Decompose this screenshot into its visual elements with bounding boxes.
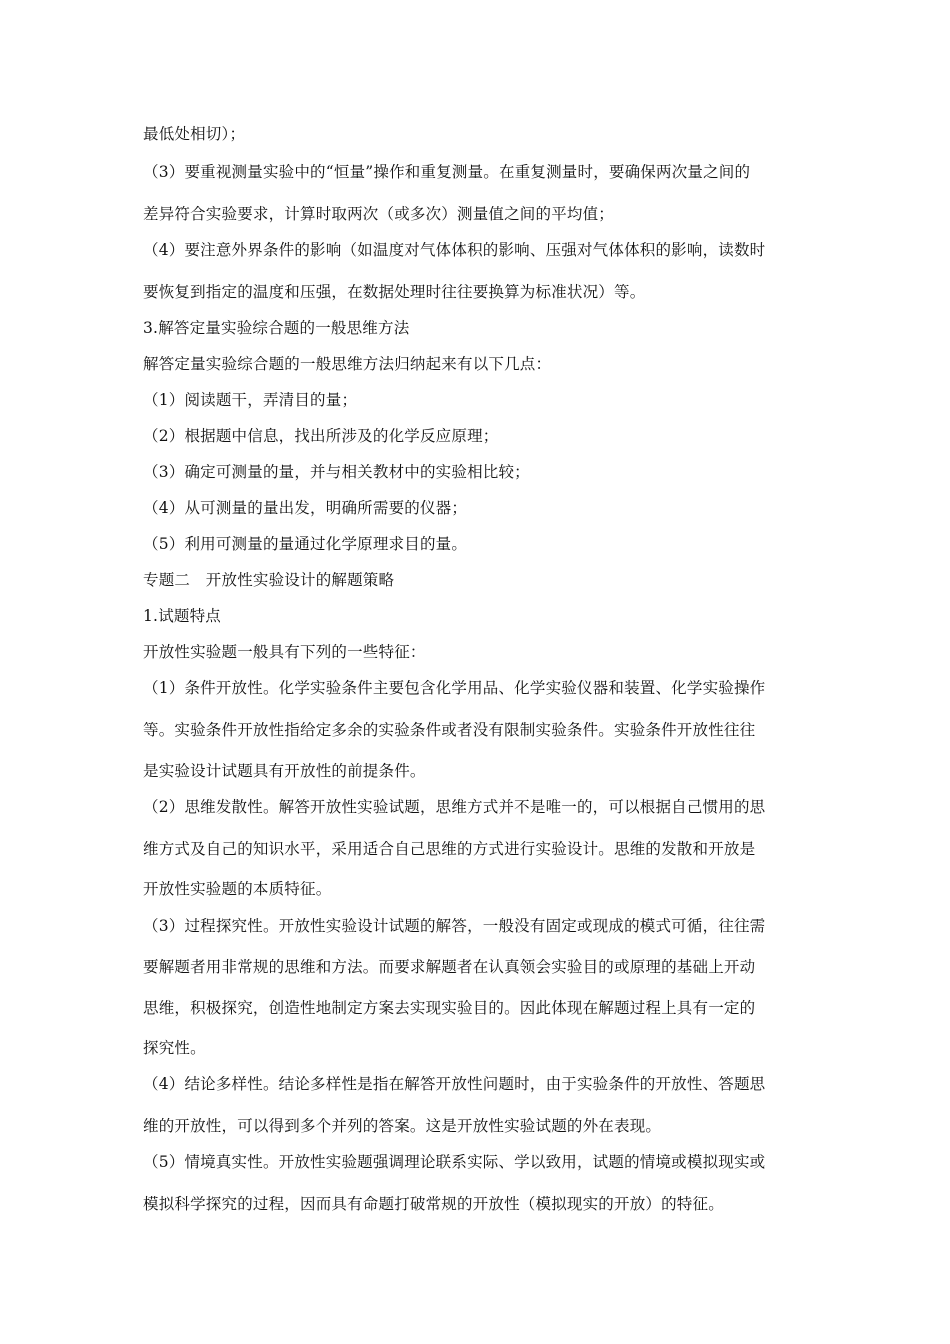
- text-line: 是实验设计试题具有开放性的前提条件。: [143, 762, 426, 780]
- text-line: （3）要重视测量实验中的“恒量”操作和重复测量。在重复测量时，要确保两次量之间的: [143, 163, 751, 181]
- section-heading: 3.解答定量实验综合题的一般思维方法: [143, 319, 410, 337]
- text-line: 要解题者用非常规的思维和方法。而要求解题者在认真领会实验目的或原理的基础上开动: [143, 958, 756, 976]
- text-line: 差异符合实验要求，计算时取两次（或多次）测量值之间的平均值；: [143, 205, 615, 223]
- list-item: （1）阅读题干，弄清目的量；: [143, 391, 358, 409]
- section-heading: 专题二 开放性实验设计的解题策略: [143, 571, 395, 589]
- text-line: （3）过程探究性。开放性实验设计试题的解答，一般没有固定或现成的模式可循，往往需: [143, 917, 766, 935]
- text-line: 维的开放性，可以得到多个并列的答案。这是开放性实验试题的外在表现。: [143, 1117, 662, 1135]
- text-line: 开放性实验题一般具有下列的一些特征：: [143, 643, 426, 661]
- text-line: 等。实验条件开放性指给定多余的实验条件或者没有限制实验条件。实验条件开放性往往: [143, 721, 756, 739]
- section-heading: 1.试题特点: [143, 607, 221, 625]
- text-line: 思维，积极探究，创造性地制定方案去实现实验目的。因此体现在解题过程上具有一定的: [143, 999, 756, 1017]
- list-item: （3）确定可测量的量，并与相关教材中的实验相比较；: [143, 463, 530, 481]
- text-line: 开放性实验题的本质特征。: [143, 880, 332, 898]
- text-line: （4）要注意外界条件的影响（如温度对气体体积的影响、压强对气体体积的影响，读数时: [143, 241, 766, 259]
- text-line: 模拟科学探究的过程，因而具有命题打破常规的开放性（模拟现实的开放）的特征。: [143, 1195, 724, 1213]
- text-line: （4）结论多样性。结论多样性是指在解答开放性问题时，由于实验条件的开放性、答题思: [143, 1075, 766, 1093]
- list-item: （4）从可测量的量出发，明确所需要的仪器；: [143, 499, 468, 517]
- list-item: （2）根据题中信息，找出所涉及的化学反应原理；: [143, 427, 499, 445]
- text-line: （5）情境真实性。开放性实验题强调理论联系实际、学以致用，试题的情境或模拟现实或: [143, 1153, 766, 1171]
- text-line: （1）条件开放性。化学实验条件主要包含化学用品、化学实验仪器和装置、化学实验操作: [143, 679, 766, 697]
- text-line: 最低处相切）；: [143, 125, 246, 143]
- text-line: （2）思维发散性。解答开放性实验试题，思维方式并不是唯一的，可以根据自己惯用的思: [143, 798, 766, 816]
- text-line: 解答定量实验综合题的一般思维方法归纳起来有以下几点：: [143, 355, 552, 373]
- text-line: 要恢复到指定的温度和压强，在数据处理时往往要换算为标准状况）等。: [143, 283, 646, 301]
- text-line: 探究性。: [143, 1039, 206, 1057]
- text-line: 维方式及自己的知识水平，采用适合自己思维的方式进行实验设计。思维的发散和开放是: [143, 840, 756, 858]
- list-item: （5）利用可测量的量通过化学原理求目的量。: [143, 535, 468, 553]
